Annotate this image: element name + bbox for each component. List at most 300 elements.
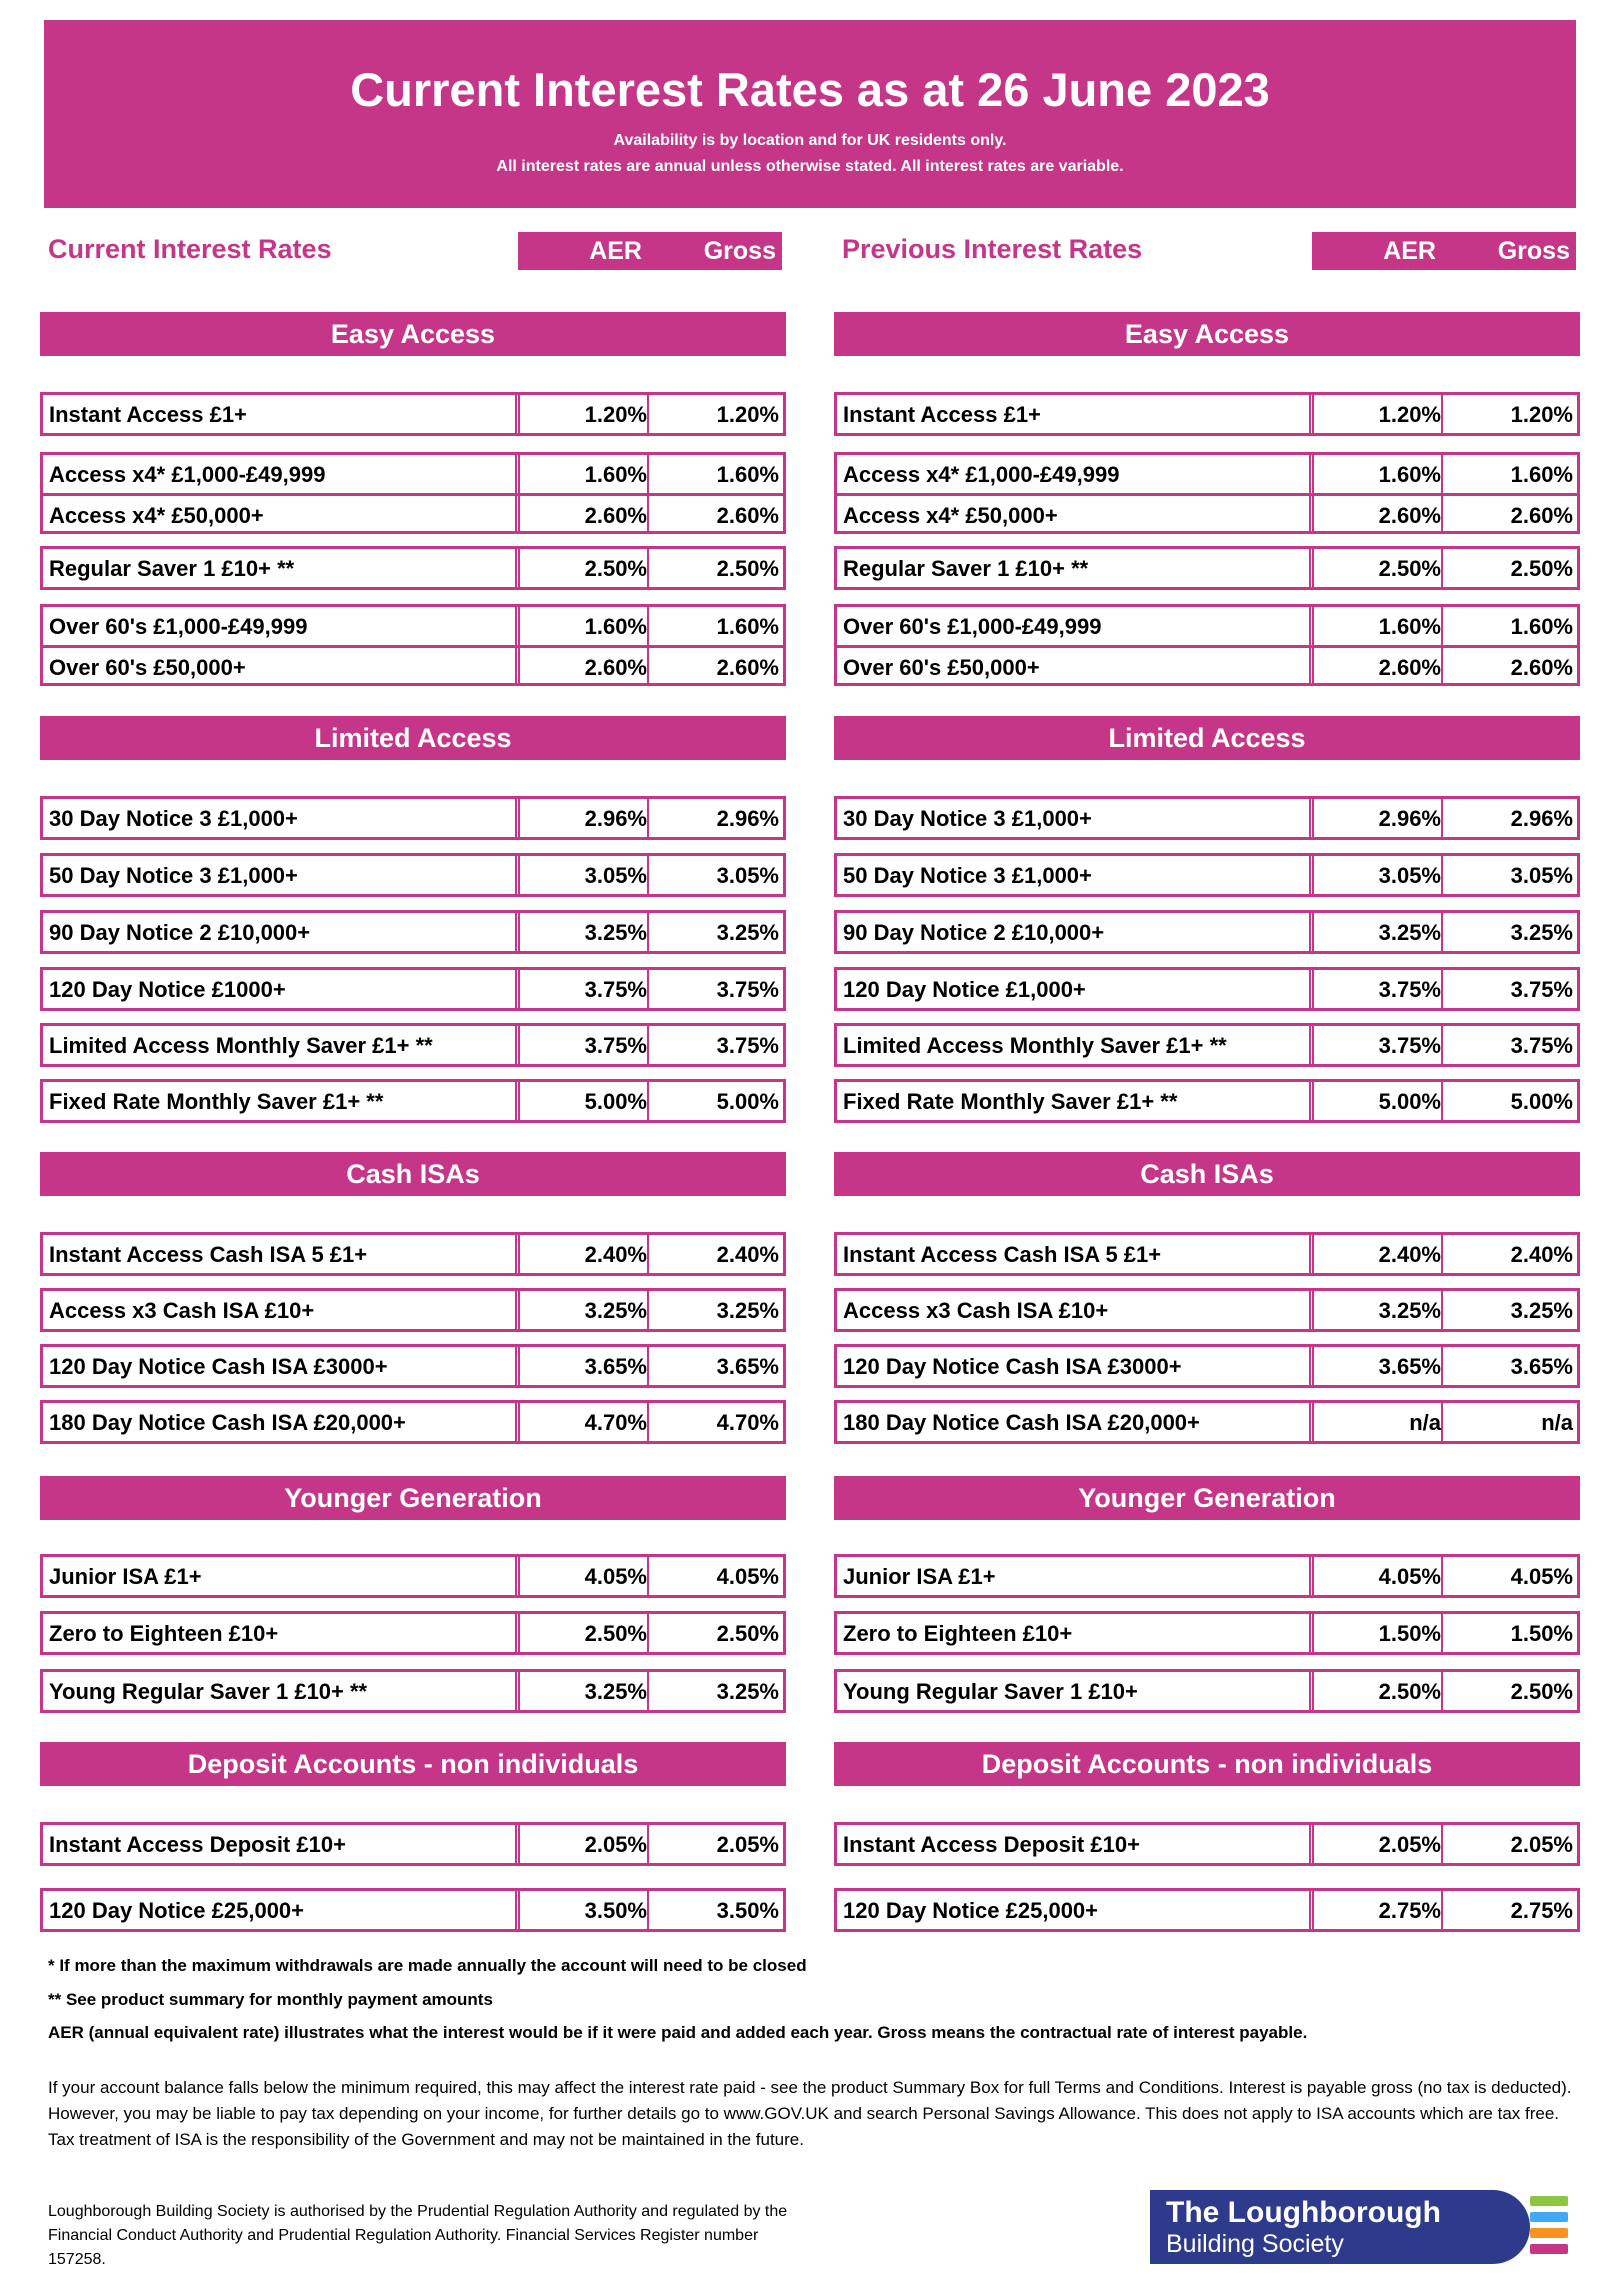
aer-rate: 2.60%	[1378, 655, 1441, 680]
column-divider	[515, 496, 520, 531]
rate-group	[834, 910, 1580, 954]
aer-rate: 1.20%	[1378, 402, 1441, 427]
rate-group	[40, 1344, 786, 1388]
account-name: 50 Day Notice 3 £1,000+	[49, 863, 298, 888]
aer-rate: 2.40%	[1378, 1242, 1441, 1267]
account-name: 30 Day Notice 3 £1,000+	[49, 806, 298, 831]
column-divider	[1441, 1557, 1444, 1595]
column-divider	[1309, 1614, 1314, 1652]
rate-group	[40, 1554, 786, 1598]
column-divider	[1441, 549, 1444, 587]
column-divider	[647, 648, 650, 683]
account-name: Zero to Eighteen £10+	[49, 1621, 279, 1646]
gross-rate: 3.25%	[1510, 1298, 1573, 1323]
column-divider	[515, 799, 520, 837]
aer-rate: n/a	[1409, 1410, 1441, 1435]
rate-row	[43, 395, 783, 433]
column-divider	[1441, 1026, 1444, 1064]
gross-rate: 2.50%	[716, 1621, 779, 1646]
account-name: Instant Access Cash ISA 5 £1+	[49, 1242, 368, 1267]
column-divider	[1309, 1825, 1314, 1863]
account-name: Fixed Rate Monthly Saver £1+ **	[843, 1089, 1178, 1114]
gross-rate: 1.60%	[1510, 614, 1573, 639]
rate-group	[40, 1822, 786, 1866]
column-divider	[1441, 1672, 1444, 1710]
rate-row	[837, 970, 1577, 1008]
rate-row	[837, 493, 1577, 531]
aer-rate: 5.00%	[584, 1089, 647, 1114]
account-name: Young Regular Saver 1 £10+ **	[49, 1679, 368, 1704]
account-name: 180 Day Notice Cash ISA £20,000+	[843, 1410, 1200, 1435]
rate-row	[837, 395, 1577, 433]
page-title: Current Interest Rates as at 26 June 2023	[350, 63, 1270, 116]
rates-note: All interest rates are annual unless otherwise stated. All interest rates are variable.	[496, 158, 1124, 175]
column-divider	[647, 1082, 650, 1120]
section-deposit-accounts-non-individuals: Deposit Accounts - non individuals	[834, 1742, 1580, 1786]
account-name: Junior ISA £1+	[49, 1564, 202, 1589]
rate-group	[834, 1344, 1580, 1388]
gross-rate: 1.60%	[716, 614, 779, 639]
column-divider	[515, 913, 520, 951]
column-divider	[647, 1557, 650, 1595]
rate-row	[43, 799, 783, 837]
gross-rate: 2.05%	[716, 1832, 779, 1857]
rate-row	[837, 645, 1577, 683]
account-name: 120 Day Notice £1000+	[49, 977, 286, 1002]
aer-rate: 2.05%	[584, 1832, 647, 1857]
aer-rate: 3.25%	[584, 1298, 647, 1323]
aer-rate: 3.75%	[1378, 1033, 1441, 1058]
column-divider	[515, 549, 520, 587]
aer-header: AER	[589, 237, 642, 265]
account-name: Junior ISA £1+	[843, 1564, 996, 1589]
column-divider	[647, 1235, 650, 1273]
account-name: Instant Access Deposit £10+	[843, 1832, 1140, 1857]
column-divider	[515, 1672, 520, 1710]
aer-rate: 3.50%	[584, 1898, 647, 1923]
column-divider	[647, 1291, 650, 1329]
gross-rate: 2.60%	[716, 655, 779, 680]
gross-rate: 2.96%	[1510, 806, 1573, 831]
rate-row	[43, 645, 783, 683]
aer-rate: 1.60%	[1378, 462, 1441, 487]
column-divider	[1309, 607, 1314, 645]
gross-rate: 3.50%	[716, 1898, 779, 1923]
aer-rate: 1.20%	[584, 402, 647, 427]
aer-rate: 2.96%	[1378, 806, 1441, 831]
column-divider	[647, 455, 650, 493]
rate-group	[834, 853, 1580, 897]
column-divider	[647, 970, 650, 1008]
column-divider	[1309, 455, 1314, 493]
gross-rate: 4.70%	[716, 1410, 779, 1435]
column-divider	[515, 1026, 520, 1064]
account-name: Fixed Rate Monthly Saver £1+ **	[49, 1089, 384, 1114]
account-name: Over 60's £50,000+	[49, 655, 246, 680]
column-divider	[1441, 496, 1444, 531]
column-divider	[1309, 549, 1314, 587]
gross-rate: 4.05%	[716, 1564, 779, 1589]
account-name: Young Regular Saver 1 £10+	[843, 1679, 1138, 1704]
account-name: 120 Day Notice £25,000+	[843, 1898, 1099, 1923]
aer-rate: 2.96%	[584, 806, 647, 831]
column-divider	[515, 856, 520, 894]
column-divider	[1309, 395, 1314, 433]
rate-group	[40, 1669, 786, 1713]
column-divider	[515, 1891, 520, 1929]
rate-row	[43, 1235, 783, 1273]
section-easy-access: Easy Access	[40, 312, 786, 356]
column-divider	[1441, 1291, 1444, 1329]
rate-group	[40, 452, 786, 534]
column-divider	[1441, 607, 1444, 645]
account-name: Access x3 Cash ISA £10+	[843, 1298, 1109, 1323]
gross-rate: 5.00%	[716, 1089, 779, 1114]
gross-header: Gross	[703, 237, 776, 265]
column-divider	[647, 1026, 650, 1064]
aer-rate: 3.75%	[1378, 977, 1441, 1002]
gross-rate: 1.20%	[1510, 402, 1573, 427]
account-name: Limited Access Monthly Saver £1+ **	[843, 1033, 1227, 1058]
column-divider	[1441, 799, 1444, 837]
rate-group	[834, 1554, 1580, 1598]
rate-row	[43, 970, 783, 1008]
column-divider	[1309, 1026, 1314, 1064]
column-divider	[1309, 1235, 1314, 1273]
logo-line2: Building Society	[1166, 2230, 1344, 2258]
column-divider	[1309, 1291, 1314, 1329]
gross-rate: 1.20%	[716, 402, 779, 427]
rate-row	[837, 799, 1577, 837]
logo-stripe	[1530, 2212, 1568, 2222]
column-divider	[647, 1347, 650, 1385]
aer-rate: 3.65%	[584, 1354, 647, 1379]
rate-row	[43, 1082, 783, 1120]
rate-group	[834, 604, 1580, 686]
rate-group	[40, 967, 786, 1011]
column-divider	[1441, 1891, 1444, 1929]
rate-row	[837, 1026, 1577, 1064]
rate-group	[834, 1288, 1580, 1332]
gross-rate: 4.05%	[1510, 1564, 1573, 1589]
column-divider	[1309, 496, 1314, 531]
column-divider	[1309, 1891, 1314, 1929]
column-divider	[515, 1235, 520, 1273]
gross-rate: 2.50%	[716, 556, 779, 581]
column-divider	[1441, 1614, 1444, 1652]
column-divider	[515, 1403, 520, 1441]
rate-row	[837, 1672, 1577, 1710]
column-divider	[515, 648, 520, 683]
account-name: 180 Day Notice Cash ISA £20,000+	[49, 1410, 406, 1435]
column-divider	[1441, 1235, 1444, 1273]
rate-group	[834, 1023, 1580, 1067]
gross-rate: 2.75%	[1510, 1898, 1573, 1923]
gross-rate: 1.60%	[1510, 462, 1573, 487]
column-heading: Previous Interest Rates	[842, 234, 1143, 264]
rate-row	[837, 1557, 1577, 1595]
rate-group	[834, 1669, 1580, 1713]
aer-header: AER	[1383, 237, 1436, 265]
aer-rate: 3.75%	[584, 1033, 647, 1058]
aer-rate: 3.05%	[1378, 863, 1441, 888]
column-divider	[515, 1825, 520, 1863]
disclaimer: If your account balance falls below the minimum required, this may affect the interest rate paid - see the product Summary Box for full Terms and Conditions. Interest is payable gross (no tax is deducted). However, you may be liable to pay tax depending on your income, for further details go to www.GOV.UK and search Personal Savings Allowance. This does not apply to ISA accounts which are tax free. Tax treatment of ISA is the responsibility of the Government and may not be maintained in the future.	[48, 2078, 1572, 2149]
column-divider	[1441, 1082, 1444, 1120]
column-divider	[647, 496, 650, 531]
rate-row	[43, 1026, 783, 1064]
account-name: Limited Access Monthly Saver £1+ **	[49, 1033, 433, 1058]
account-name: Zero to Eighteen £10+	[843, 1621, 1073, 1646]
rate-row	[837, 1614, 1577, 1652]
rate-row	[43, 1403, 783, 1441]
gross-rate: 2.40%	[1510, 1242, 1573, 1267]
column-divider	[1309, 970, 1314, 1008]
rate-group	[40, 796, 786, 840]
rate-group	[40, 1079, 786, 1123]
column-divider	[1441, 395, 1444, 433]
aer-rate: 3.25%	[1378, 920, 1441, 945]
rate-group	[834, 546, 1580, 590]
account-name: 90 Day Notice 2 £10,000+	[843, 920, 1105, 945]
aer-rate: 2.50%	[1378, 1679, 1441, 1704]
column-divider	[1309, 648, 1314, 683]
current-rates-column	[40, 0, 786, 2284]
column-divider	[647, 913, 650, 951]
gross-rate: 2.50%	[1510, 556, 1573, 581]
logo-pill	[1150, 2190, 1530, 2264]
column-divider	[1441, 970, 1444, 1008]
rate-row	[837, 1347, 1577, 1385]
aer-rate: 3.25%	[584, 920, 647, 945]
gross-rate: 3.75%	[716, 977, 779, 1002]
aer-rate: 1.60%	[1378, 614, 1441, 639]
rate-row	[43, 1825, 783, 1863]
account-name: 120 Day Notice Cash ISA £3000+	[49, 1354, 388, 1379]
gross-rate: 3.75%	[716, 1033, 779, 1058]
previous-rates-column	[834, 0, 1580, 2284]
aer-rate: 2.05%	[1378, 1832, 1441, 1857]
gross-rate: 3.25%	[716, 1679, 779, 1704]
section-younger-generation: Younger Generation	[40, 1476, 786, 1520]
gross-rate: n/a	[1541, 1410, 1573, 1435]
logo-stripe	[1530, 2228, 1568, 2238]
rate-row	[43, 913, 783, 951]
account-name: 30 Day Notice 3 £1,000+	[843, 806, 1092, 831]
footnote-withdrawals: * If more than the maximum withdrawals are made annually the account will need to be closed	[48, 1956, 807, 1975]
gross-rate: 2.40%	[716, 1242, 779, 1267]
column-divider	[515, 1291, 520, 1329]
aer-rate: 5.00%	[1378, 1089, 1441, 1114]
rate-group	[40, 1611, 786, 1655]
aer-rate: 2.50%	[1378, 556, 1441, 581]
column-divider	[1441, 1825, 1444, 1863]
column-divider	[515, 607, 520, 645]
rate-group	[40, 546, 786, 590]
aer-rate: 3.25%	[584, 1679, 647, 1704]
rate-group	[40, 1288, 786, 1332]
section-limited-access: Limited Access	[40, 716, 786, 760]
column-divider	[647, 1614, 650, 1652]
section-limited-access: Limited Access	[834, 716, 1580, 760]
gross-rate: 2.60%	[1510, 503, 1573, 528]
gross-rate: 3.25%	[1510, 920, 1573, 945]
column-divider	[1441, 913, 1444, 951]
section-deposit-accounts-non-individuals: Deposit Accounts - non individuals	[40, 1742, 786, 1786]
rate-group	[834, 967, 1580, 1011]
account-name: Instant Access £1+	[49, 402, 247, 427]
section-easy-access: Easy Access	[834, 312, 1580, 356]
rate-row	[837, 1825, 1577, 1863]
rate-group	[40, 1232, 786, 1276]
column-divider	[647, 856, 650, 894]
rate-group	[40, 392, 786, 436]
column-divider	[1309, 1672, 1314, 1710]
rate-row	[43, 1614, 783, 1652]
rate-group	[834, 452, 1580, 534]
aer-rate: 1.60%	[584, 462, 647, 487]
column-divider	[515, 1082, 520, 1120]
column-divider	[1441, 856, 1444, 894]
rate-row	[43, 1891, 783, 1929]
aer-rate: 2.50%	[584, 556, 647, 581]
column-divider	[647, 1825, 650, 1863]
gross-header: Gross	[1497, 237, 1570, 265]
gross-rate: 3.75%	[1510, 977, 1573, 1002]
rate-group	[834, 1400, 1580, 1444]
gross-rate: 2.60%	[716, 503, 779, 528]
rate-row	[837, 607, 1577, 645]
rate-row	[43, 607, 783, 645]
account-name: 50 Day Notice 3 £1,000+	[843, 863, 1092, 888]
column-divider	[647, 607, 650, 645]
gross-rate: 3.65%	[716, 1354, 779, 1379]
column-divider	[515, 1557, 520, 1595]
column-divider	[647, 1891, 650, 1929]
column-heading: Current Interest Rates	[48, 234, 332, 264]
column-divider	[515, 970, 520, 1008]
column-divider	[647, 799, 650, 837]
rate-row	[837, 1235, 1577, 1273]
account-name: Regular Saver 1 £10+ **	[49, 556, 295, 581]
aer-rate: 1.60%	[584, 614, 647, 639]
column-divider	[1441, 1347, 1444, 1385]
rate-group	[834, 796, 1580, 840]
account-name: Instant Access Cash ISA 5 £1+	[843, 1242, 1162, 1267]
column-divider	[1309, 913, 1314, 951]
rate-row	[837, 1082, 1577, 1120]
gross-rate: 5.00%	[1510, 1089, 1573, 1114]
footnote-aer: AER (annual equivalent rate) illustrates what the interest would be if it were paid and added each year. Gross means the contractual rate of interest payable.	[48, 2023, 1308, 2042]
column-divider	[515, 395, 520, 433]
rate-group	[40, 1400, 786, 1444]
regulation-statement: Loughborough Building Society is authorised by the Prudential Regulation Authority and regulated by the Financial Conduct Authority and Prudential Regulation Authority. Financial Services Register number 157258.	[48, 2203, 788, 2268]
rate-row	[43, 493, 783, 531]
rate-row	[43, 1291, 783, 1329]
logo-stripes	[1530, 2196, 1570, 2260]
rate-group	[40, 853, 786, 897]
gross-rate: 1.60%	[716, 462, 779, 487]
rate-row	[43, 856, 783, 894]
rate-group	[834, 1888, 1580, 1932]
gross-rate: 2.96%	[716, 806, 779, 831]
column-divider	[1441, 455, 1444, 493]
logo-stripe	[1530, 2196, 1568, 2206]
aer-rate: 4.70%	[584, 1410, 647, 1435]
account-name: Over 60's £50,000+	[843, 655, 1040, 680]
column-divider	[1309, 1082, 1314, 1120]
aer-rate: 4.05%	[584, 1564, 647, 1589]
column-divider	[647, 395, 650, 433]
aer-rate: 3.25%	[1378, 1298, 1441, 1323]
account-name: 120 Day Notice £1,000+	[843, 977, 1086, 1002]
column-divider	[647, 1672, 650, 1710]
aer-rate: 2.60%	[584, 655, 647, 680]
account-name: Over 60's £1,000-£49,999	[843, 614, 1102, 639]
column-divider	[515, 1614, 520, 1652]
gross-rate: 3.05%	[716, 863, 779, 888]
rate-group	[834, 1079, 1580, 1123]
column-divider	[647, 1403, 650, 1441]
account-name: Access x4* £50,000+	[49, 503, 264, 528]
account-name: Access x3 Cash ISA £10+	[49, 1298, 315, 1323]
rate-group	[834, 1822, 1580, 1866]
column-divider	[515, 1347, 520, 1385]
rate-row	[837, 913, 1577, 951]
rate-group	[834, 1611, 1580, 1655]
gross-rate: 2.05%	[1510, 1832, 1573, 1857]
rate-row	[43, 455, 783, 493]
aer-rate: 2.60%	[1378, 503, 1441, 528]
rate-group	[40, 604, 786, 686]
availability-note: Availability is by location and for UK residents only.	[613, 132, 1007, 149]
rate-row	[43, 549, 783, 587]
aer-rate: 2.75%	[1378, 1898, 1441, 1923]
rate-row	[837, 455, 1577, 493]
account-name: Access x4* £50,000+	[843, 503, 1058, 528]
column-divider	[515, 455, 520, 493]
gross-rate: 1.50%	[1510, 1621, 1573, 1646]
gross-rate: 3.05%	[1510, 863, 1573, 888]
loughborough-logo	[1150, 2190, 1570, 2264]
rate-group	[834, 392, 1580, 436]
account-name: 90 Day Notice 2 £10,000+	[49, 920, 311, 945]
rate-row	[837, 1891, 1577, 1929]
aer-rate: 1.50%	[1378, 1621, 1441, 1646]
rate-group	[40, 1888, 786, 1932]
column-divider	[1309, 1557, 1314, 1595]
account-name: 120 Day Notice £25,000+	[49, 1898, 305, 1923]
gross-rate: 3.25%	[716, 920, 779, 945]
column-divider	[1441, 1403, 1444, 1441]
rate-group	[40, 910, 786, 954]
aer-rate: 3.05%	[584, 863, 647, 888]
aer-rate: 2.60%	[584, 503, 647, 528]
rate-group	[834, 1232, 1580, 1276]
rate-header-bar	[518, 232, 782, 270]
column-divider	[1309, 1403, 1314, 1441]
rate-group	[40, 1023, 786, 1067]
account-name: Over 60's £1,000-£49,999	[49, 614, 308, 639]
section-cash-isas: Cash ISAs	[834, 1152, 1580, 1196]
aer-rate: 2.40%	[584, 1242, 647, 1267]
logo-stripe	[1530, 2244, 1568, 2254]
column-divider	[1441, 648, 1444, 683]
account-name: Instant Access Deposit £10+	[49, 1832, 346, 1857]
account-name: 120 Day Notice Cash ISA £3000+	[843, 1354, 1182, 1379]
gross-rate: 3.65%	[1510, 1354, 1573, 1379]
footnote-monthly-payments: ** See product summary for monthly payment amounts	[48, 1990, 493, 2009]
